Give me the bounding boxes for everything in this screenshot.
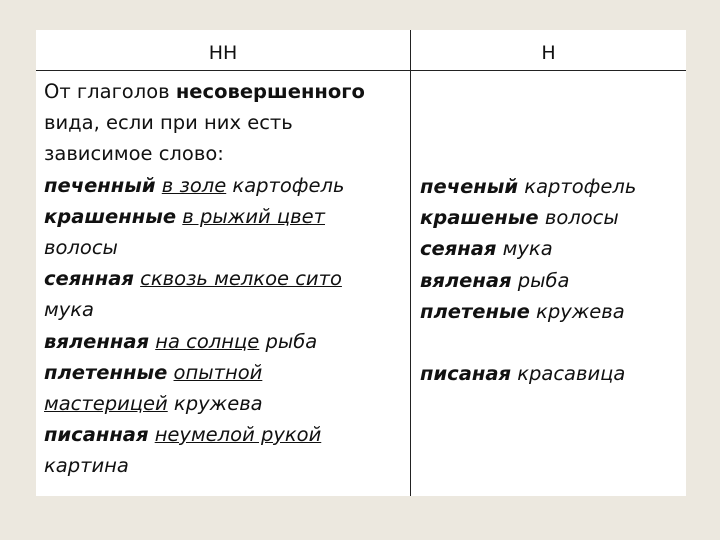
example-word: сеянная — [44, 267, 134, 291]
keyword-imperfective: несовершенного — [175, 80, 365, 103]
example-word: вяленая — [420, 268, 512, 292]
intro-line-2: вида, если при них есть — [44, 111, 293, 135]
example-line — [44, 357, 404, 388]
example-line — [44, 263, 404, 294]
example-line: писаная красавица — [420, 362, 626, 386]
example-word: плетенные — [44, 360, 168, 384]
column-divider — [410, 30, 411, 496]
column-n — [420, 171, 682, 389]
example-word: печенный — [44, 173, 156, 197]
column-nn — [44, 76, 404, 481]
dependent-word: неумелой рукой — [154, 423, 322, 447]
example-line-cont: мастерицей кружева — [44, 391, 263, 415]
example-word: крашенные — [44, 204, 177, 228]
example-word: печеный — [420, 175, 519, 198]
example-line-cont: мука — [44, 298, 94, 322]
example-line-cont: волосы — [44, 235, 118, 259]
example-word: писаная — [420, 362, 512, 386]
example-line: крашеные волосы — [420, 206, 619, 230]
example-line: вяленная на солнце рыба — [44, 329, 318, 353]
example-word: крашеные — [420, 206, 539, 230]
spacer — [420, 327, 682, 358]
example-word: писанная — [44, 423, 149, 447]
example-line: печеный картофель — [420, 175, 637, 198]
dependent-word: в золе — [161, 173, 227, 197]
rule-table — [36, 30, 686, 496]
dependent-word: мастерицей — [44, 391, 168, 415]
dependent-word: сквозь мелкое сито — [140, 267, 342, 291]
example-line — [44, 201, 404, 232]
example-line — [44, 419, 404, 450]
example-word: вяленная — [44, 329, 149, 353]
header-divider — [36, 70, 686, 71]
dependent-word: опытной — [173, 360, 263, 384]
example-word: сеяная — [420, 237, 497, 261]
header-n: Н — [541, 42, 556, 64]
example-word: плетеные — [420, 299, 530, 323]
dependent-word: на солнце — [155, 329, 260, 353]
example-line-cont: картина — [44, 454, 129, 478]
header-nn: НН — [208, 42, 238, 64]
example-line: вяленая рыба — [420, 268, 570, 292]
example-line: плетеные кружева — [420, 299, 625, 323]
example-line: сеяная мука — [420, 237, 553, 261]
example-line: печенный в золе картофель — [44, 173, 345, 197]
dependent-word: в рыжий цвет — [182, 204, 325, 228]
intro-line-3: зависимое слово: — [44, 142, 224, 166]
intro-line-1: От глаголов несовершенного — [44, 80, 365, 103]
